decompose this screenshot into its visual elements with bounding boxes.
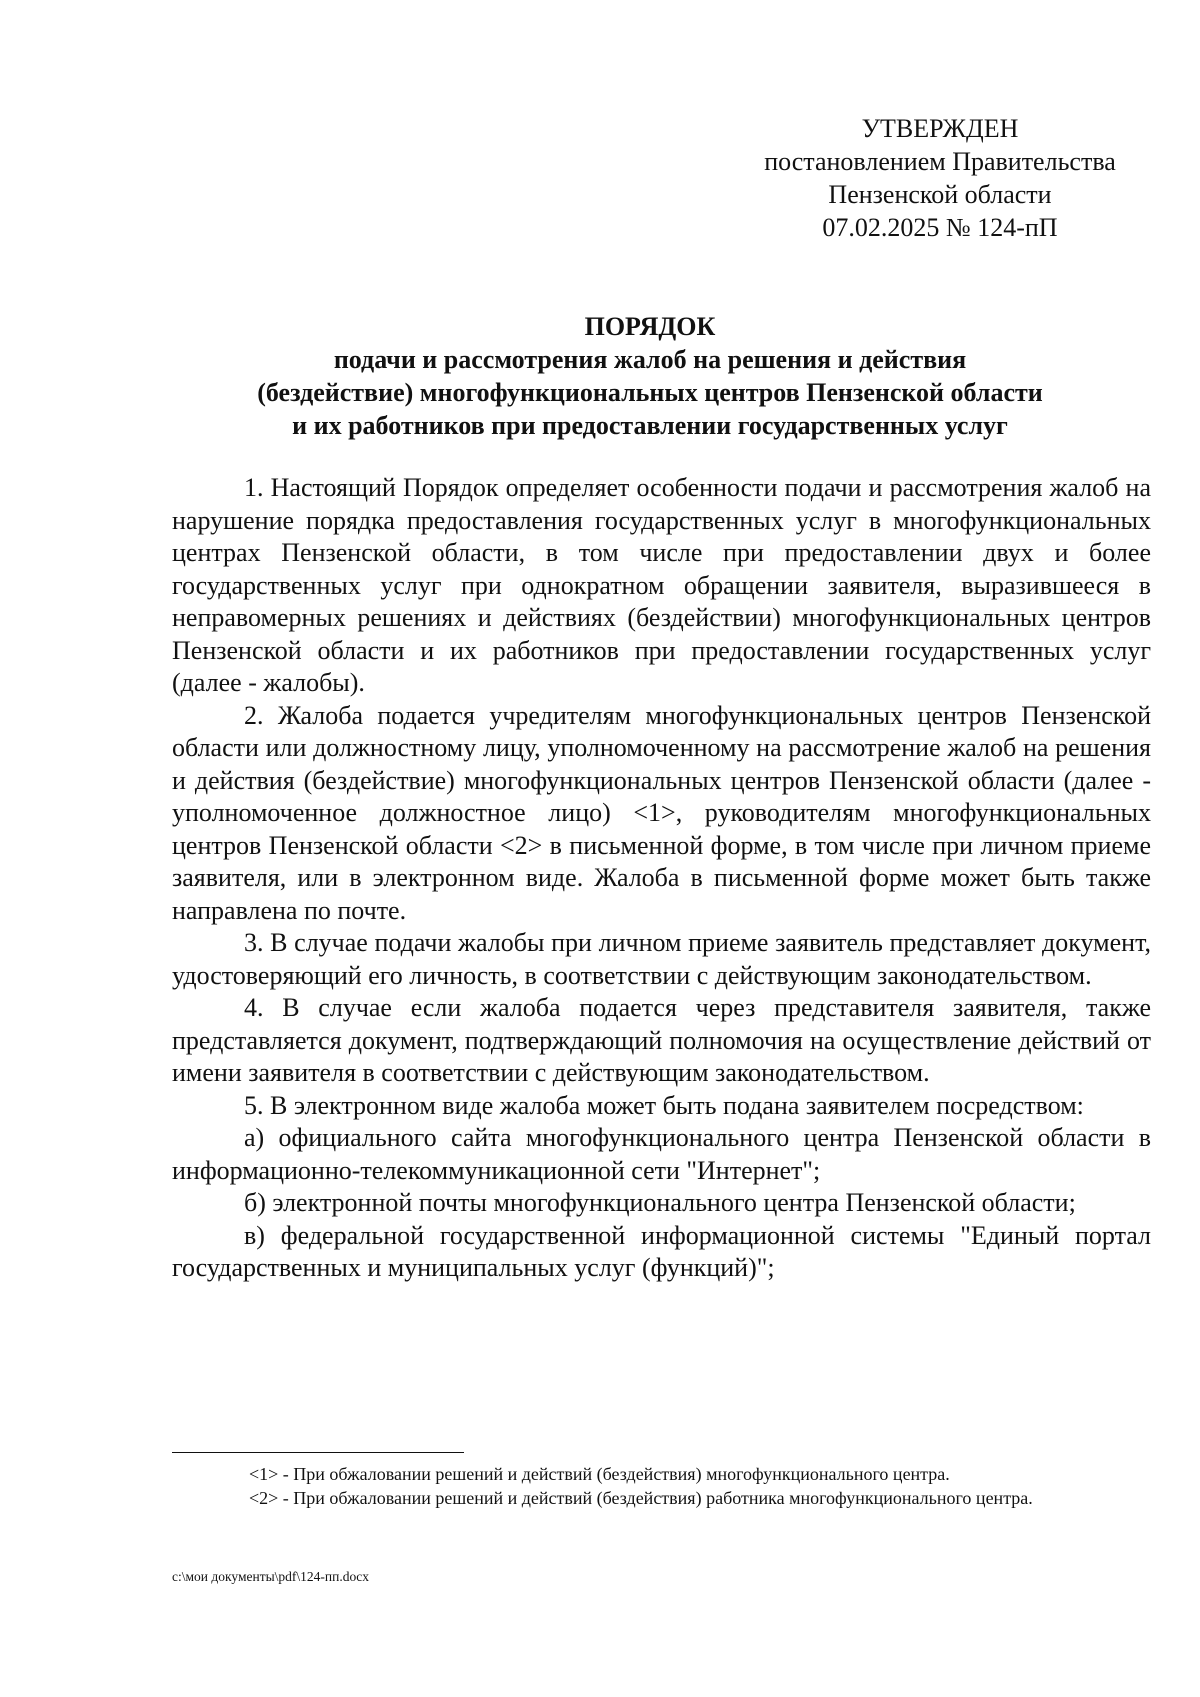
paragraph-5: 5. В электронном виде жалоба может быть подана заявителем посредством:: [244, 1090, 1084, 1120]
footnote-1: <1> - При обжаловании решений и действий (бездействия) многофункционального центра.: [249, 1464, 950, 1484]
title-line-2: (бездействие) многофункциональных центров Пензенской области: [257, 378, 1043, 407]
file-path: c:\мои документы\pdf\124-пп.docx: [172, 1569, 369, 1584]
paragraph-4: 4. В случае если жалоба подается через представителя заявителя, также представляется документ, подтверждающий полномочия на осуществление действий от имени заявителя в соответствии с действующим законодательством.: [172, 993, 1151, 1087]
footnote-2: <2> - При обжаловании решений и действий (бездействия) работника многофункционального центра.: [249, 1488, 1033, 1508]
list-item-a: а) официального сайта многофункционального центра Пензенской области в информационно-телекоммуникационной сети "Интернет";: [172, 1123, 1151, 1185]
list-item-v: в) федеральной государственной информационной системы "Единый портал государственных и муниципальных услуг (функций)";: [172, 1220, 1151, 1282]
approval-resolution: постановлением Правительства: [764, 147, 1116, 176]
paragraph-3: 3. В случае подачи жалобы при личном приеме заявитель представляет документ, удостоверяющий его личность, в соответствии с действующим законодательством.: [172, 928, 1151, 990]
approval-region: Пензенской области: [828, 180, 1052, 209]
footnotes: [172, 1462, 1151, 1510]
approval-date-number: 07.02.2025 № 124-пП: [822, 213, 1058, 242]
paragraph-2: 2. Жалоба подается учредителям многофункциональных центров Пензенской области или должностному лицу, уполномоченному на рассмотрение жалоб на решения и действия (бездействие) многофункциональных центров Пензенской области (далее - уполномоченное должностное лицо) <1>, руководителям многофункциональных центров Пензенской области <2> в письменной форме, в том числе при личном приеме заявителя, или в электронном виде. Жалоба в письменной форме может быть также направлена по почте.: [172, 700, 1151, 925]
footnote-separator: [172, 1452, 464, 1453]
approval-word: УТВЕРЖДЕН: [861, 114, 1019, 143]
approval-stamp: [740, 112, 1140, 244]
document-body: [172, 472, 1151, 1285]
document-title: [170, 310, 1130, 442]
title-line-1: подачи и рассмотрения жалоб на решения и действия: [333, 345, 967, 374]
list-item-b: б) электронной почты многофункционального центра Пензенской области;: [244, 1188, 1076, 1217]
paragraph-1: 1. Настоящий Порядок определяет особенности подачи и рассмотрения жалоб на нарушение порядка предоставления государственных услуг в многофункциональных центрах Пензенской области, в том числе при предоставлении двух и более государственных услуг при однократном обращении заявителя, выразившееся в неправомерных решениях и действиях (бездействии) многофункциональных центров Пензенской области и их работников при предоставлении государственных услуг (далее - жалобы).: [172, 473, 1151, 697]
title-heading: ПОРЯДОК: [584, 312, 716, 341]
title-line-3: и их работников при предоставлении государственных услуг: [292, 411, 1008, 440]
